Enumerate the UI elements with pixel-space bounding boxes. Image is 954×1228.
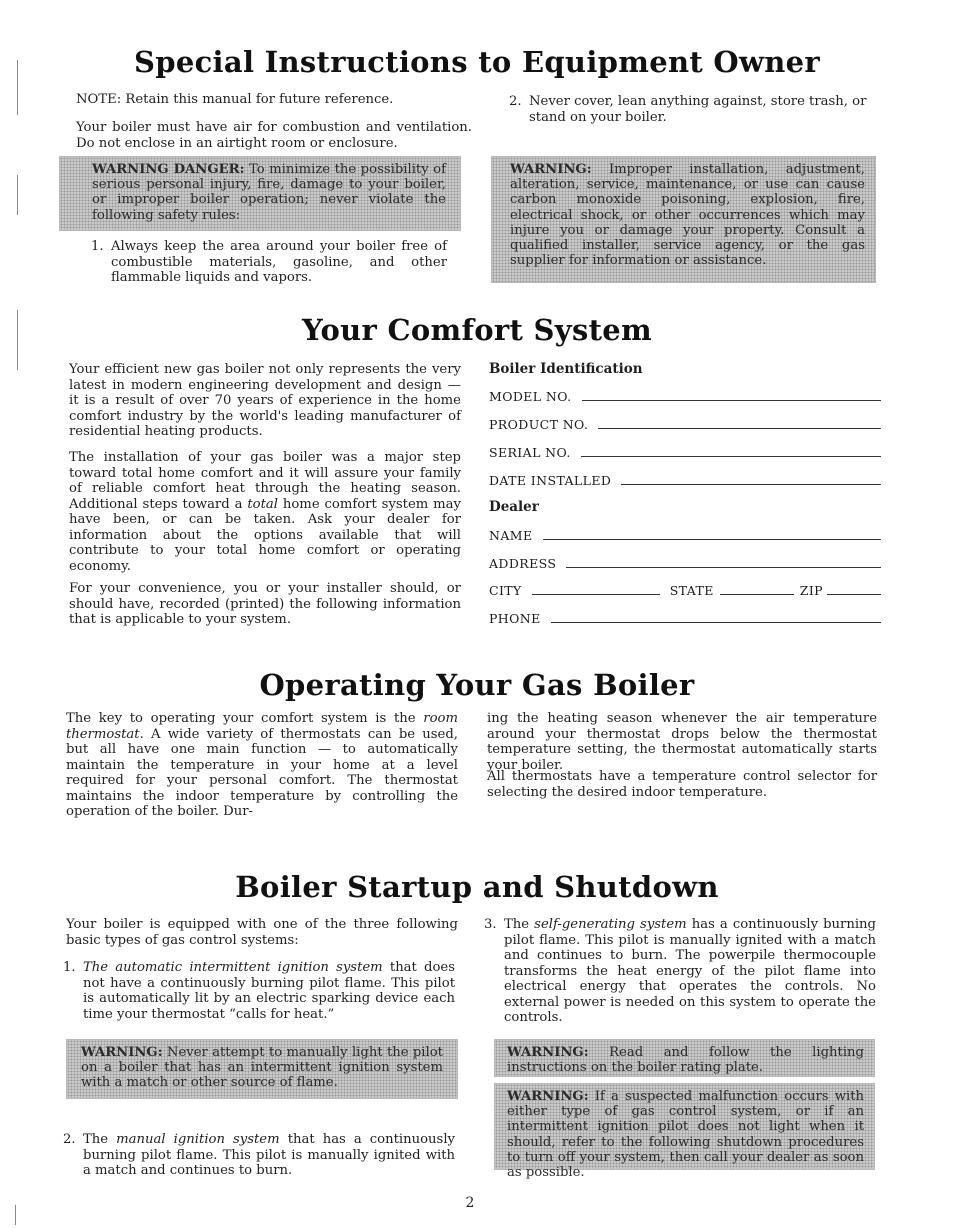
comfort-paragraph-2	[69, 450, 461, 574]
model-number-line[interactable]	[582, 400, 882, 401]
date-installed-field[interactable]	[489, 472, 881, 488]
lighting-instructions-warning-box	[494, 1039, 875, 1077]
comfort-section-title: Your Comfort System	[301, 313, 653, 347]
model-number-label: MODEL NO.	[489, 389, 572, 404]
malfunction-warning-text: If a suspected malfunction occurs with either type of gas control system, or if an intermittent ignition pilot does not light when it should, refer to the following shutdown procedures to turn off your system, then call your dealer as soon as possible.	[507, 1089, 864, 1181]
list-number: 3.	[484, 917, 497, 932]
dealer-name-label: NAME	[489, 528, 533, 543]
danger-warning-box	[59, 156, 461, 231]
control-system-3-a: The	[504, 917, 530, 932]
dealer-phone-label: PHONE	[489, 611, 541, 626]
comfort-paragraph-1: Your efficient new gas boiler not only represents the very latest in modern engineering development and design — it is a result of over 70 years of experience in the home comfort industry by the world's leading manufacturer of residential heating products.	[69, 362, 461, 439]
safety-rule-1-text: Always keep the area around your boiler free of combustible materials, gasoline, and other flammable liquids and vapors.	[111, 239, 447, 285]
control-system-1-name: The automatic intermittent ignition system	[83, 960, 383, 975]
dealer-address-label: ADDRESS	[489, 556, 557, 571]
dealer-state-label: STATE	[669, 583, 714, 598]
dealer-phone-field[interactable]	[489, 610, 881, 626]
comfort-paragraph-2-b: home comfort system may have been, or can be taken. Ask your dealer for information about the options available that will contribute to your total home comfort or operating economy.	[69, 496, 461, 574]
dealer-address-field[interactable]	[489, 555, 881, 571]
note	[76, 92, 476, 108]
dealer-zip-line[interactable]	[827, 594, 881, 595]
manual-light-warning-label: WARNING:	[81, 1045, 163, 1060]
lighting-instructions-warning-label: WARNING:	[507, 1045, 589, 1060]
malfunction-warning-box	[494, 1083, 875, 1181]
startup-intro: Your boiler is equipped with one of the three following basic types of gas control systems:	[66, 917, 458, 948]
installation-warning-box	[491, 156, 876, 283]
air-requirement-text: Your boiler must have air for combustion and ventilation. Do not enclose in an airtight room or enclosure.	[76, 120, 472, 151]
control-system-3-name: self-generating system	[534, 917, 687, 932]
dealer-city-state-zip-field[interactable]	[489, 582, 881, 598]
dealer-name-field[interactable]	[489, 527, 881, 543]
comfort-paragraph-2-em: total	[247, 496, 278, 512]
control-system-3-text: has a continuously burning pilot flame. This pilot is manually ignited with a match and continues to burn. The powerpile thermocouple transforms the heat energy of the pilot flame into electrical energy that operates the controls. No external power is needed on this system to operate the controls.	[504, 917, 876, 1025]
dealer-address-line[interactable]	[566, 567, 881, 568]
comfort-paragraph-2-a: The installation of your gas boiler was a major step toward total home comfort and it will assure your family of reliable comfort heat through the heating season. Additional steps toward a	[69, 450, 461, 512]
operating-right-paragraph-1: ing the heating season whenever the air temperature around your thermostat drops below the thermostat temperature setting, the thermostat automatically starts your boiler.	[487, 711, 877, 773]
boiler-identification-heading: Boiler Identification	[489, 361, 643, 377]
date-installed-label: DATE INSTALLED	[489, 473, 612, 488]
manual-light-warning-text: Never attempt to manually light the pilot on a boiler that has an intermittent ignition system with a match or other source of flame.	[81, 1045, 443, 1091]
installation-warning-text: Improper installation, adjustment, alteration, service, maintenance, or use can cause carbon monoxide poisoning, explosion, fire, electrical shock, or other occurrences which may injure you or damage your property. Consult a qualified installer, service agency, or the gas supplier for information or assistance.	[510, 162, 865, 269]
operating-left-em: room thermostat.	[66, 711, 458, 742]
product-number-line[interactable]	[598, 428, 881, 429]
list-number: 2.	[509, 94, 522, 109]
dealer-phone-line[interactable]	[551, 622, 881, 623]
dealer-name-line[interactable]	[543, 539, 882, 540]
list-number: 2.	[63, 1132, 76, 1147]
product-number-label: PRODUCT NO.	[489, 417, 589, 432]
control-system-1-text: that does not have a continuously burning pilot flame. This pilot is automatically lit by an electric sparking device each time your thermostat “calls for heat.”	[83, 960, 455, 1022]
control-system-2-name: manual ignition system	[116, 1132, 280, 1147]
page-number: 2	[465, 1195, 475, 1211]
date-installed-line[interactable]	[621, 484, 881, 485]
model-number-field[interactable]	[489, 388, 881, 404]
control-system-2	[63, 1132, 455, 1179]
list-number: 1.	[63, 960, 76, 975]
control-system-2-text: that has a continuously burning pilot flame. This pilot is manually ignited with a match and continues to burn.	[83, 1132, 455, 1178]
safety-rule-2	[509, 94, 869, 125]
startup-section-title: Boiler Startup and Shutdown	[235, 870, 719, 904]
scan-mark	[17, 175, 18, 215]
manual-light-warning-box	[66, 1039, 458, 1099]
dealer-city-line[interactable]	[532, 594, 660, 595]
installation-warning-label: WARNING:	[510, 162, 592, 177]
malfunction-warning-label: WARNING:	[507, 1089, 589, 1104]
serial-number-label: SERIAL NO.	[489, 445, 571, 460]
operating-left-paragraph	[66, 711, 458, 820]
dealer-heading: Dealer	[489, 499, 539, 515]
safety-rule-1	[91, 239, 447, 286]
dealer-state-line[interactable]	[720, 594, 794, 595]
comfort-paragraph-3: For your convenience, you or your installer should, or should have, recorded (printed) the following information that is applicable to your system.	[69, 581, 461, 627]
dealer-city-label: CITY	[489, 583, 522, 598]
operating-left-a: The key to operating your comfort system is the	[66, 711, 416, 726]
operating-section-title: Operating Your Gas Boiler	[259, 668, 695, 702]
product-number-field[interactable]	[489, 416, 881, 432]
lighting-instructions-warning-text: Read and follow the lighting instructions on the boiler rating plate.	[507, 1045, 864, 1076]
owner-section-title: Special Instructions to Equipment Owner	[134, 45, 820, 79]
note-label: NOTE:	[76, 92, 122, 107]
danger-warning-text: To minimize the possibility of serious personal injury, fire, damage to your boiler, or improper boiler operation; never violate the following safety rules:	[92, 162, 446, 223]
serial-number-field[interactable]	[489, 444, 881, 460]
serial-number-line[interactable]	[581, 456, 881, 457]
operating-left-b: A wide variety of thermostats can be used, but all have one main function — to automatically maintain the temperature in your home at a level required for your personal comfort. The thermostat maintains the indoor temperature by controlling the operation of the boiler. Dur-	[66, 726, 458, 819]
operating-right-paragraph-2: All thermostats have a temperature control selector for selecting the desired indoor temperature.	[487, 769, 877, 800]
safety-rule-2-text: Never cover, lean anything against, store trash, or stand on your boiler.	[529, 94, 867, 125]
control-system-1	[63, 960, 455, 1022]
control-system-2-a: The	[83, 1132, 109, 1147]
list-number: 1.	[91, 239, 104, 254]
control-system-3	[484, 917, 876, 1026]
danger-warning-label: WARNING DANGER:	[92, 162, 245, 177]
dealer-zip-label: ZIP	[799, 583, 823, 598]
note-text: Retain this manual for future reference.	[125, 92, 394, 107]
